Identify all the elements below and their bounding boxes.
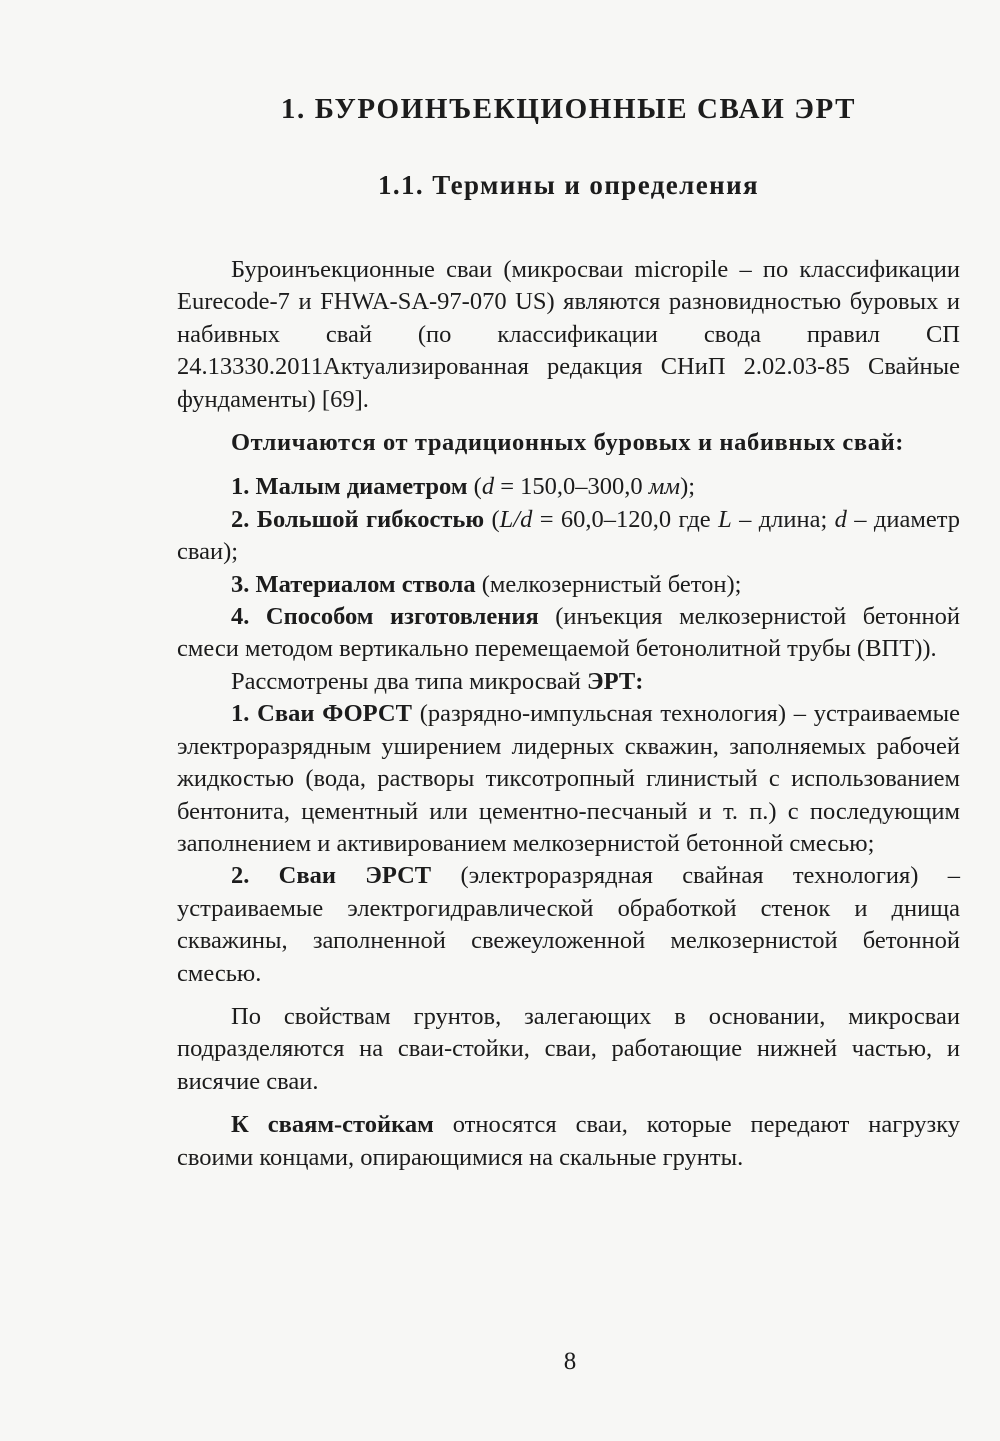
list-item-material-label: 3. Материалом ствола	[231, 570, 476, 598]
paragraph-differ-heading: Отличаются от традиционных буровых и набивных свай:	[231, 429, 905, 457]
list-item-diameter-unit: мм	[648, 473, 681, 501]
list-item-method-text: (инъекция мелкозернистой бетонной смеси методом вертикально перемещаемой бетонолитной трубы (ВПТ)).	[177, 603, 960, 663]
list-item-forst-text: (разрядно-импульсная технология) – устраиваемые электроразрядным уширением лидерных скважин, заполняемых рабочей жидкостью (вода, растворы тиксотропный глинистый с использованием бентонита, цементный или цементно-песчаный и т. п.) с последующим заполнением и активированием мелкозернистой бетонной смесью;	[177, 700, 960, 857]
paragraph-intro: Буроинъекционные сваи (микросваи micropile – по классификации Eurecode-7 и FHWA-SA-97-070 US) являются разновидностью буровых и набивных свай (по классификации свода правил СП 24.13330.2011Актуализированная редакция СНиП 2.02.03-85 Свайные фундаменты) [69].	[177, 256, 960, 413]
list-item-flexibility-value: = 60,0–120,0 где	[532, 505, 719, 533]
list-item-erst	[177, 860, 960, 990]
list-item-material	[177, 569, 960, 601]
list-item-flexibility-open: (	[484, 505, 500, 533]
end-bearing-text: относятся сваи, которые передают нагрузку своими концами, опирающимися на скальные грунты.	[177, 1111, 960, 1171]
list-item-flexibility-label: 2. Большой гибкостью	[231, 505, 485, 533]
list-item-diameter-value: = 150,0–300,0	[494, 473, 649, 501]
paragraph-types-intro	[177, 666, 960, 698]
list-item-flexibility	[177, 504, 960, 569]
list-item-diameter-label: 1. Малым диаметром	[231, 473, 468, 501]
list-item-erst-label: 2. Сваи ЭРСТ	[231, 862, 432, 890]
list-item-flexibility-length-var: L	[718, 505, 732, 533]
list-item-diameter	[177, 471, 960, 503]
list-item-diameter-close: );	[680, 473, 696, 501]
paragraph-end-bearing	[177, 1109, 960, 1174]
chapter-title: 1. БУРОИНЪЕКЦИОННЫЕ СВАИ ЭРТ	[280, 93, 857, 125]
list-item-flexibility-ratio: L/d	[499, 505, 533, 533]
list-item-forst-label: 1. Сваи ФОРСТ	[231, 700, 412, 728]
types-intro-label: ЭРТ:	[587, 667, 644, 695]
types-intro-text: Рассмотрены два типа микросвай	[231, 667, 588, 695]
section-title: 1.1. Термины и определения	[377, 170, 760, 200]
list-item-flexibility-close: – диаметр сваи);	[177, 505, 960, 566]
list-item-forst	[177, 698, 960, 860]
list-item-diameter-open: (	[467, 473, 482, 501]
list-item-material-text: (мелкозернистый бетон);	[475, 570, 742, 598]
body-text	[177, 254, 960, 1174]
list-item-flexibility-length-text: – длина;	[731, 505, 835, 533]
list-item-method-label: 4. Способом изготовления	[231, 603, 539, 631]
end-bearing-label: К сваям-стойкам	[231, 1111, 434, 1139]
list-item-method	[177, 601, 960, 666]
list-item-erst-text: (электроразрядная свайная технология) – устраиваемые электрогидравлической обработкой стенок и днища скважины, заполненной свежеуложенной мелкозернистой бетонной смесью.	[177, 862, 960, 987]
paragraph-soil: По свойствам грунтов, залегающих в основании, микросваи подразделяются на сваи-стойки, сваи, работающие нижней частью, и висячие сваи.	[177, 1002, 960, 1095]
list-item-flexibility-diameter-var: d	[834, 505, 847, 533]
page-number: 8	[563, 1348, 577, 1375]
list-item-diameter-var: d	[481, 473, 495, 501]
